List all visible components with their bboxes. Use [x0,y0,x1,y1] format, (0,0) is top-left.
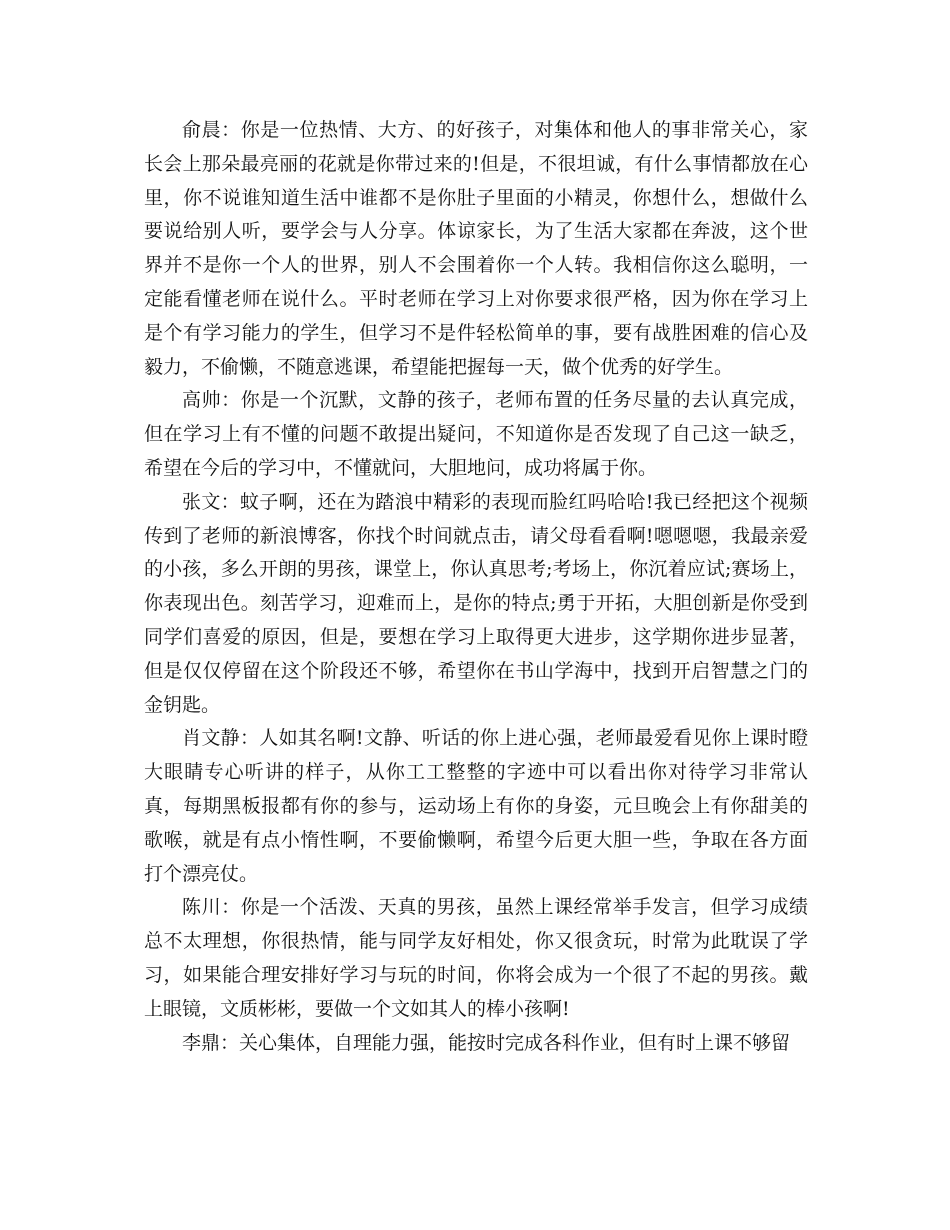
comment-paragraph [144,1027,808,1061]
comment-paragraph [144,486,808,723]
student-name: 陈川 [182,896,222,919]
comment-text: ：你是一个沉默，文静的孩子，老师布置的任务尽量的去认真完成，但在学习上有不懂的问题不敢提出疑问，不知道你是否发现了自己这一缺乏，希望在今后的学习中，不懂就问，大胆地问，成功将属于你。 [144,389,808,479]
comment-paragraph [144,114,808,384]
comment-paragraph [144,722,808,891]
comment-text: ：你是一个活泼、天真的男孩，虽然上课经常举手发言，但学习成绩总不太理想，你很热情，能与同学友好相处，你又很贪玩，时常为此耽误了学习，如果能合理安排好学习与玩的时间，你将会成为一个很了不起的男孩。戴上眼镜，文质彬彬，要做一个文如其人的棒小孩啊! [144,896,808,1020]
comment-text: ：你是一位热情、大方、的好孩子，对集体和他人的事非常关心，家长会上那朵最亮丽的花就是你带过来的!但是，不很坦诚，有什么事情都放在心里，你不说谁知道生活中谁都不是你肚子里面的小精灵，你想什么，想做什么要说给别人听，要学会与人分享。体谅家长，为了生活大家都在奔波，这个世界并不是你一个人的世界，别人不会围着你一个人转。我相信你这么聪明，一定能看懂老师在说什么。平时老师在学习上对你要求很严格，因为你在学习上是个有学习能力的学生，但学习不是件轻松简单的事，要有战胜困难的信心及毅力，不偷懒，不随意逃课，希望能把握每一天，做个优秀的好学生。 [144,119,808,378]
comment-text: ：关心集体，自理能力强，能按时完成各科作业，但有时上课不够留 [220,1031,791,1054]
student-name: 李鼎 [182,1031,221,1054]
student-name: 高帅 [182,389,222,412]
comment-paragraph [144,384,808,485]
student-name: 俞晨 [182,119,222,141]
student-name: 肖文静 [182,727,240,750]
comment-text: ：蚊子啊，还在为踏浪中精彩的表现而脸红吗哈哈!我已经把这个视频传到了老师的新浪博客，你找个时间就点击，请父母看看啊!嗯嗯嗯，我最亲爱的小孩，多么开朗的男孩，课堂上，你认真思考;考场上，你沉着应试;赛场上，你表现出色。刻苦学习，迎难而上，是你的特点;勇于开拓，大胆创新是你受到同学们喜爱的原因，但是，要想在学习上取得更大进步，这学期你进步显著，但是仅仅停留在这个阶段还不够，希望你在书山学海中，找到开启智慧之门的金钥匙。 [144,490,808,716]
comment-text: ：人如其名啊!文静、听话的你上进心强，老师最爱看见你上课时瞪大眼睛专心听讲的样子，从你工工整整的字迹中可以看出你对待学习非常认真，每期黑板报都有你的参与，运动场上有你的身姿，元旦晚会上有你甜美的歌喉，就是有点小惰性啊，不要偷懒啊，希望今后更大胆一些，争取在各方面打个漂亮仗。 [144,727,808,885]
student-name: 张文 [182,490,221,513]
comment-paragraph [144,891,808,1026]
comment-text-body [144,114,808,1060]
